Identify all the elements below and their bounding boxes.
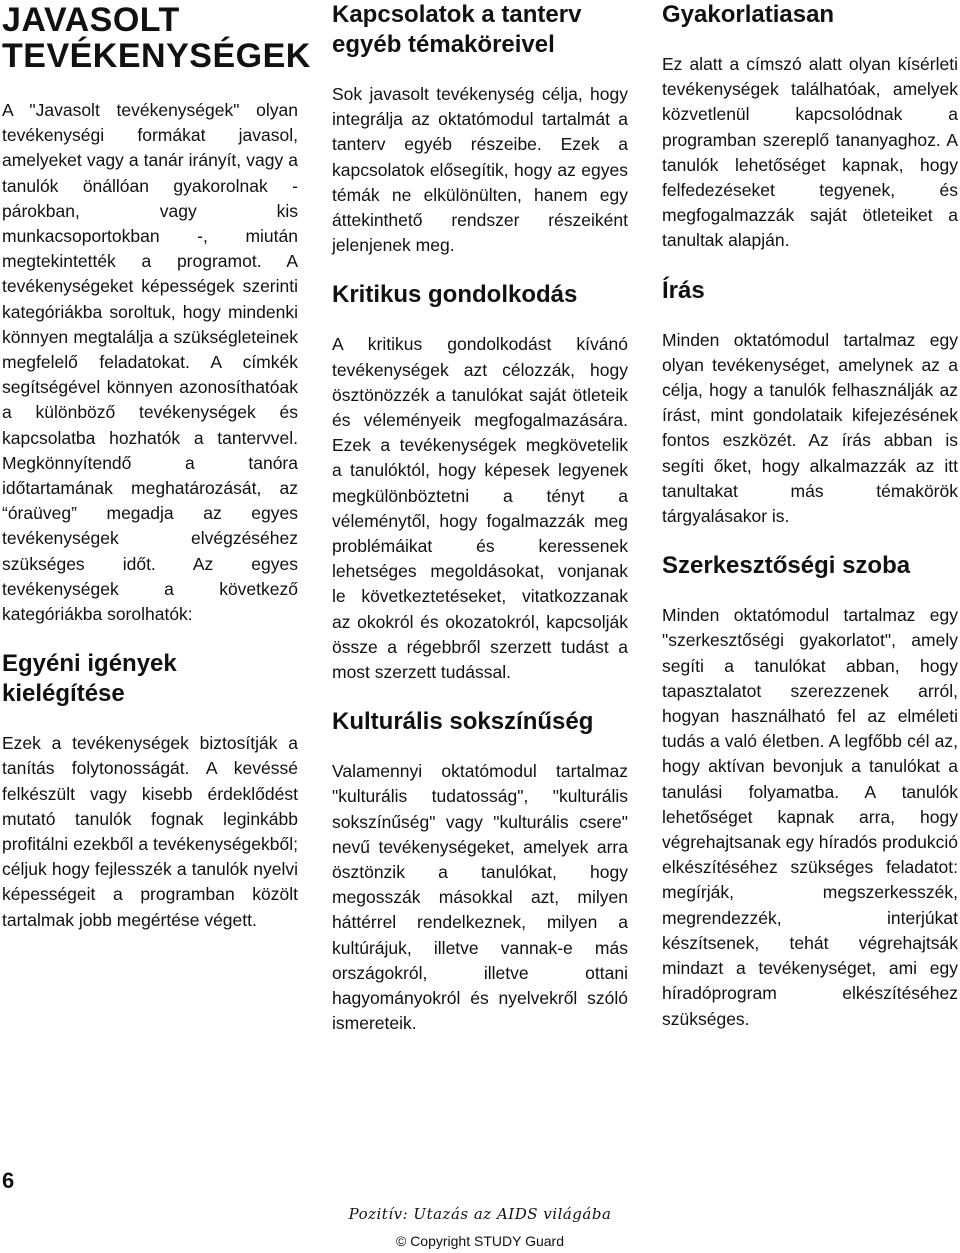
section-heading-kritikus-gondolkodas: Kritikus gondolkodás (332, 281, 578, 309)
footer-program-title: Pozitív: Utazás az AIDS világába (348, 1205, 612, 1223)
title-line-1: JAVASOLT (2, 1, 180, 39)
section-body-iras: Minden oktatómodul tartalmaz egy olyan tevékenységet, amelynek az a célja, hogy a tanulók felhasználják az írást, mint gondolataik kifejezésének fontos eszközét. Az írás abban is segíti őket, hogy alkalmazzák az itt tanultakat más témakörök tárgyalásakor is. (662, 329, 958, 527)
page-title (2, 0, 311, 75)
section-body-gyakorlatiasan: Ez alatt a címszó alatt olyan kísérleti tevékenységek találhatóak, amelyek közvetlenül kapcsolódnak a programban szereplő tananyaghoz. A tanulók lehetőséget kapnak, hogy felfedezéseket tegyenek, és megfogalmazzák saját ötleteiket a tanultak alapján. (662, 54, 958, 251)
column-middle (332, 0, 628, 1037)
section-heading-egyeni-igenyek: Egyéni igények kielégítése (2, 650, 177, 708)
page-number: 6 (2, 1168, 15, 1193)
section-heading-kapcsolatok: Kapcsolatok a tanterv egyéb témaköreivel (332, 1, 582, 58)
title-line-2: TEVÉKENYSÉGEK (2, 37, 311, 75)
column-right (662, 0, 958, 1032)
section-body-szerkesztosegi-szoba: Minden oktatómodul tartalmaz egy "szerkesztőségi gyakorlatot", amely segíti a tanulókat abban, hogy tapasztalatot szerezzenek arról, hogyan használható fel az elméleti tudás a való életben. A legfőbb cél az, hogy aktívan bevonjuk a tanulókat a tanulási folyamatba. A tanulók lehetőséget kapnak arra, hogy végrehajtsanak egy híradós produkció elkészítéséhez szükséges feladatot: megírják, megszerkesszék, megrendezzék, interjúkat készítsenek, tehát végrehajtsák mindazt a tevékenységet, ami egy híradóprogram elkészítéséhez szükséges. (662, 605, 958, 1029)
intro-paragraph: A "Javasolt tevékenységek" olyan tevékenységi formákat javasol, amelyeket vagy a tanár irányít, vagy a tanulók önállóan gyakorolnak - párokban, vagy kis munkacsoportokban -, miután megtekintették a programot. A tevékenységeket képességek szerinti kategóriákba soroltuk, hogy mindenki könnyen megtalálja a szükségleteinek megfelelő feladatokat. A címkék segítségével könnyen azonosíthatóak a különböző tevékenységek és kapcsolatba hozhatók a tantervvel. Megkönnyítendő a tanóra időtartamának meghatározását, az “óraüveg” megadja az egyes tevékenységek elvégzéséhez szükséges időt. Az egyes tevékenységek a következő kategóriákba sorolhatók: (2, 100, 298, 625)
section-body-egyeni-igenyek: Ezek a tevékenységek biztosítják a tanítás folytonosságát. A kevéssé felkészült vagy kisebb érdeklődést mutató tanulók fognak leginkább profitálni ezekből a tevékenységekből; céljuk hogy fejlesszék a tanulók nyelvi képességeit a programban közölt tartalmak jobb megértése végett. (2, 733, 298, 930)
section-heading-gyakorlatiasan: Gyakorlatiasan (662, 1, 835, 28)
section-body-kulturalis-sokszinuseg: Valamennyi oktatómodul tartalmaz "kulturális tudatosság", "kulturális sokszínűség" vagy "kulturális csere" nevű tevékenységeket, amelyek arra ösztönzik a tanulókat, hogy megosszák másokkal azt, milyen háttérrel rendelkeznek, milyen a kultúrájuk, illetve vannak-e más országokról, illetve ottani hagyományokról és nyelvekről szóló ismereteik. (332, 761, 628, 1034)
column-left (2, 0, 311, 933)
footer-copyright: © Copyright STUDY Guard (395, 1233, 564, 1249)
section-heading-kulturalis-sokszinuseg: Kulturális sokszínűség (332, 708, 594, 736)
section-heading-iras: Írás (662, 276, 705, 304)
section-heading-szerkesztosegi-szoba: Szerkesztőségi szoba (662, 552, 911, 580)
section-body-kapcsolatok: Sok javasolt tevékenység célja, hogy integrálja az oktatómodul tartalmát a tanterv egyéb részeibe. Ezek a kapcsolatok elősegítik, hogy az egyes témák ne elkülönülten, hanem egy áttekinthető rendszer részeiként jelenjenek meg. (332, 84, 628, 256)
section-body-kritikus-gondolkodas: A kritikus gondolkodást kívánó tevékenységek azt célozzák, hogy ösztönözzék a tanulókat saját ötleteik és véleményeik megfogalmazására. Ezek a tevékenységek megkövetelik a tanulóktól, hogy képesek legyenek megkülönböztetni a tényt a véleménytől, hogy fogalmazzák meg problémáikat és keressenek lehetséges megoldásokat, vonjanak le következtetéseket, vitatkozzanak az okokról és okozatokról, kapcsolják össze a régebbről szerzett tudást a most szerzett tudással. (332, 334, 628, 683)
